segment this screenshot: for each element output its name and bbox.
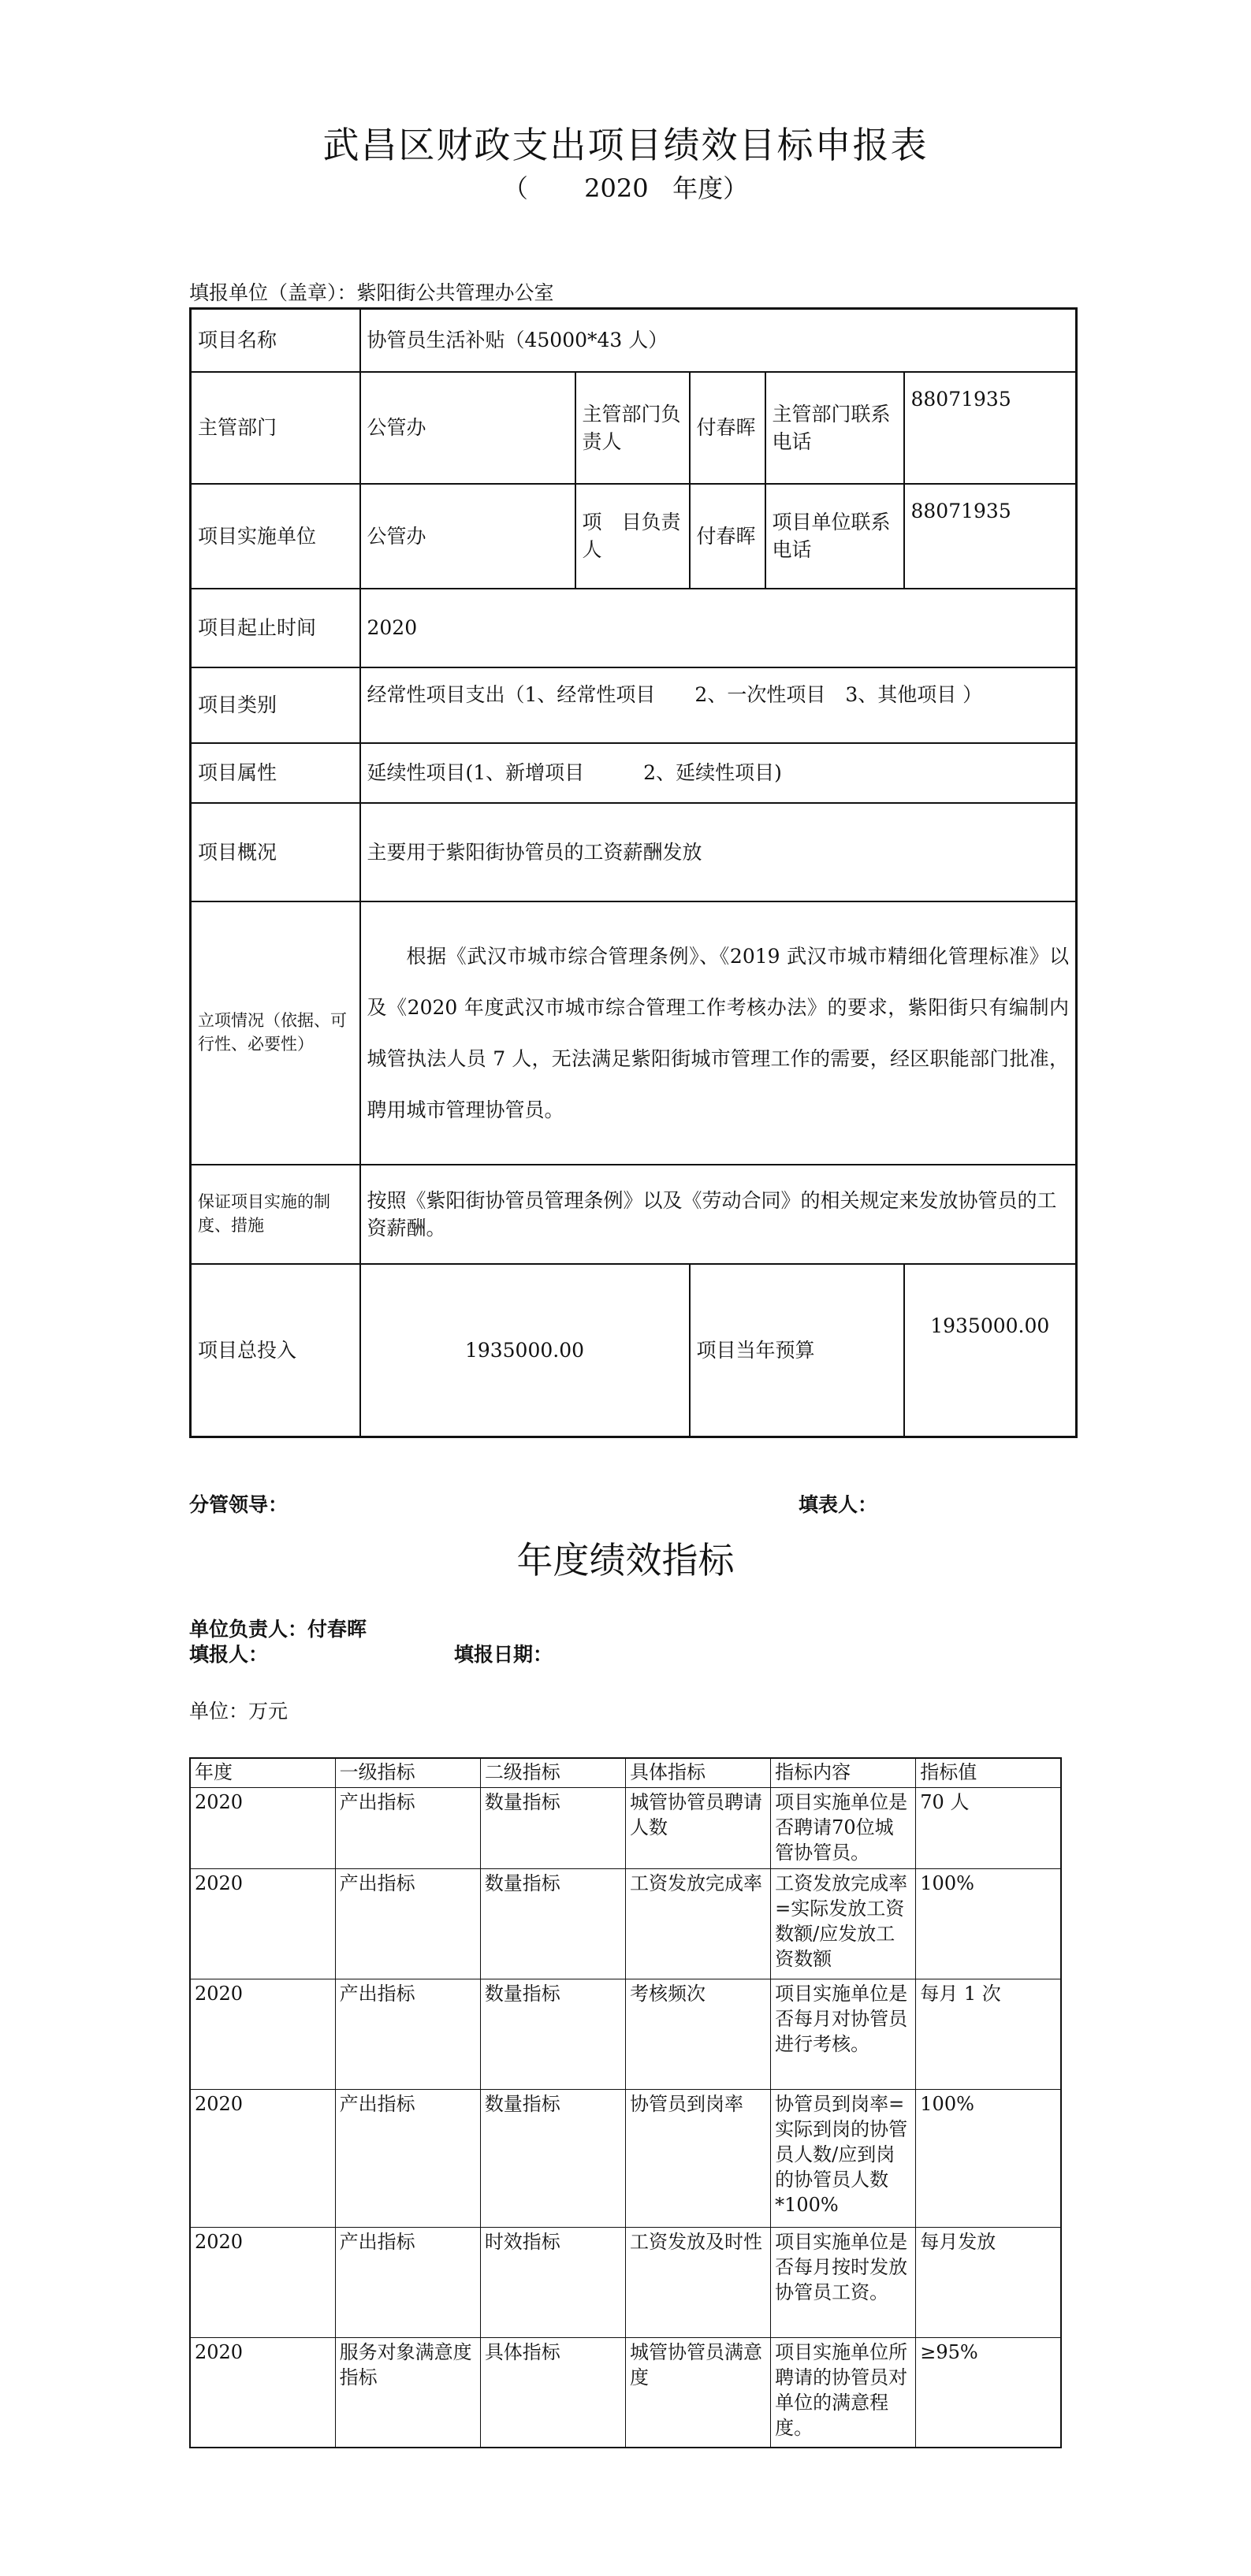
impl-phone-value: 88071935 xyxy=(904,484,1077,589)
cell-year: 2020 xyxy=(190,2089,335,2227)
total-value: 1935000.00 xyxy=(360,1264,690,1437)
impl-head-value: 付春晖 xyxy=(690,484,765,589)
cell-indicator: 工资发放及时性 xyxy=(625,2227,770,2337)
leader-label: 分管领导： xyxy=(189,1493,289,1516)
cell-value: 70 人 xyxy=(916,1787,1061,1868)
table-row xyxy=(191,589,1077,667)
filler-label: 填表人： xyxy=(799,1493,878,1516)
attr-value: 延续性项目(1、新增项目 2、延续性项目) xyxy=(360,743,1077,803)
cell-year: 2020 xyxy=(190,2227,335,2337)
cell-content: 协管员到岗率=实际到岗的协管员人数/应到岗的协管员人数*100% xyxy=(771,2089,916,2227)
total-label: 项目总投入 xyxy=(191,1264,360,1437)
cell-year: 2020 xyxy=(190,1868,335,1979)
budget-label: 项目当年预算 xyxy=(690,1264,904,1437)
summary-value: 主要用于紫阳街协管员的工资薪酬发放 xyxy=(360,803,1077,901)
cell-level1: 产出指标 xyxy=(335,2089,480,2227)
header-content: 指标内容 xyxy=(771,1758,916,1787)
table-row xyxy=(191,309,1077,372)
table-row xyxy=(191,743,1077,803)
category-label: 项目类别 xyxy=(191,667,360,743)
cell-value: ≥95% xyxy=(916,2337,1061,2448)
table-row xyxy=(190,1979,1061,2089)
cell-indicator: 城管协管员满意度 xyxy=(625,2337,770,2448)
cell-indicator: 考核频次 xyxy=(625,1979,770,2089)
project-name-label: 项目名称 xyxy=(191,309,360,372)
dept-head-label: 主管部门负责人 xyxy=(575,372,690,484)
cell-level2: 数量指标 xyxy=(480,1979,625,2089)
cell-level1: 产出指标 xyxy=(335,1979,480,2089)
cell-value: 100% xyxy=(916,2089,1061,2227)
table-row xyxy=(191,1165,1077,1264)
header-level1: 一级指标 xyxy=(335,1758,480,1787)
perf-date: 填报日期： xyxy=(454,1643,553,1666)
table-row xyxy=(190,1868,1061,1979)
cell-content: 项目实施单位是否每月按时发放协管员工资。 xyxy=(771,2227,916,2337)
cell-content: 项目实施单位是否每月对协管员进行考核。 xyxy=(771,1979,916,2089)
cell-level1: 产出指标 xyxy=(335,1787,480,1868)
table-row xyxy=(191,372,1077,484)
cell-level1: 产出指标 xyxy=(335,2227,480,2337)
impl-value: 公管办 xyxy=(360,484,575,589)
cell-level2: 数量指标 xyxy=(480,2089,625,2227)
table-row xyxy=(190,1787,1061,1868)
table-row xyxy=(191,901,1077,1165)
fill-unit: 填报单位（盖章）：紫阳街公共管理办公室 xyxy=(189,281,554,304)
basis-value: 根据《武汉市城市综合管理条例》、《2019 武汉市城市精细化管理标准》以及《2020 年度武汉市城市综合管理工作考核办法》的要求，紫阳街只有编制内城管执法人员 7 人，无法满足紫阳街城市管理工作的需要，经区职能部门批准，聘用城市管理协管员。 xyxy=(360,901,1077,1165)
table-row xyxy=(191,484,1077,589)
header-level2: 二级指标 xyxy=(480,1758,625,1787)
cell-value: 100% xyxy=(916,1868,1061,1979)
cell-level2: 数量指标 xyxy=(480,1787,625,1868)
perf-table xyxy=(189,1757,1062,2448)
impl-label: 项目实施单位 xyxy=(191,484,360,589)
cell-year: 2020 xyxy=(190,1787,335,1868)
cell-level2: 数量指标 xyxy=(480,1868,625,1979)
cell-level1: 服务对象满意度指标 xyxy=(335,2337,480,2448)
project-info-table xyxy=(189,307,1078,1438)
cell-level2: 时效指标 xyxy=(480,2227,625,2337)
cell-level1: 产出指标 xyxy=(335,1868,480,1979)
table-row xyxy=(190,2227,1061,2337)
table-row xyxy=(191,1264,1077,1437)
cell-value: 每月 1 次 xyxy=(916,1979,1061,2089)
cell-indicator: 工资发放完成率 xyxy=(625,1868,770,1979)
form-year: （ 2020 年度） xyxy=(502,173,749,203)
period-label: 项目起止时间 xyxy=(191,589,360,667)
dept-label: 主管部门 xyxy=(191,372,360,484)
table-header-row xyxy=(190,1758,1061,1787)
impl-phone-label: 项目单位联系电话 xyxy=(765,484,904,589)
cell-indicator: 协管员到岗率 xyxy=(625,2089,770,2227)
perf-title: 年度绩效指标 xyxy=(516,1539,735,1582)
cell-year: 2020 xyxy=(190,1979,335,2089)
basis-label: 立项情况（依据、可行性、必要性） xyxy=(191,901,360,1165)
attr-label: 项目属性 xyxy=(191,743,360,803)
cell-value: 每月发放 xyxy=(916,2227,1061,2337)
budget-value: 1935000.00 xyxy=(904,1264,1077,1437)
dept-head-value: 付春晖 xyxy=(690,372,765,484)
perf-filler: 填报人： xyxy=(189,1643,269,1666)
perf-unit: 单位：万元 xyxy=(189,1700,289,1723)
measures-label: 保证项目实施的制度、措施 xyxy=(191,1165,360,1264)
header-year: 年度 xyxy=(190,1758,335,1787)
cell-level2: 具体指标 xyxy=(480,2337,625,2448)
period-value: 2020 xyxy=(360,589,1077,667)
cell-year: 2020 xyxy=(190,2337,335,2448)
header-value: 指标值 xyxy=(916,1758,1061,1787)
cell-content: 项目实施单位是否聘请70位城管协管员。 xyxy=(771,1787,916,1868)
dept-phone-label: 主管部门联系电话 xyxy=(765,372,904,484)
table-row xyxy=(191,667,1077,743)
cell-content: 工资发放完成率=实际发放工资数额/应发放工资数额 xyxy=(771,1868,916,1979)
summary-label: 项目概况 xyxy=(191,803,360,901)
table-row xyxy=(190,2089,1061,2227)
cell-indicator: 城管协管员聘请人数 xyxy=(625,1787,770,1868)
unit-head: 单位负责人：付春晖 xyxy=(189,1618,367,1641)
form-title: 武昌区财政支出项目绩效目标申报表 xyxy=(322,124,929,166)
header-indicator: 具体指标 xyxy=(625,1758,770,1787)
impl-head-label: 项 目负责人 xyxy=(575,484,690,589)
category-value: 经常性项目支出（1、经常性项目 2、一次性项目 3、其他项目 ） xyxy=(360,667,1077,743)
dept-phone-value: 88071935 xyxy=(904,372,1077,484)
table-row xyxy=(191,803,1077,901)
cell-content: 项目实施单位所聘请的协管员对单位的满意程度。 xyxy=(771,2337,916,2448)
table-row xyxy=(190,2337,1061,2448)
dept-value: 公管办 xyxy=(360,372,575,484)
measures-value: 按照《紫阳街协管员管理条例》以及《劳动合同》的相关规定来发放协管员的工资薪酬。 xyxy=(360,1165,1077,1264)
project-name-value: 协管员生活补贴（45000*43 人） xyxy=(360,309,1077,372)
